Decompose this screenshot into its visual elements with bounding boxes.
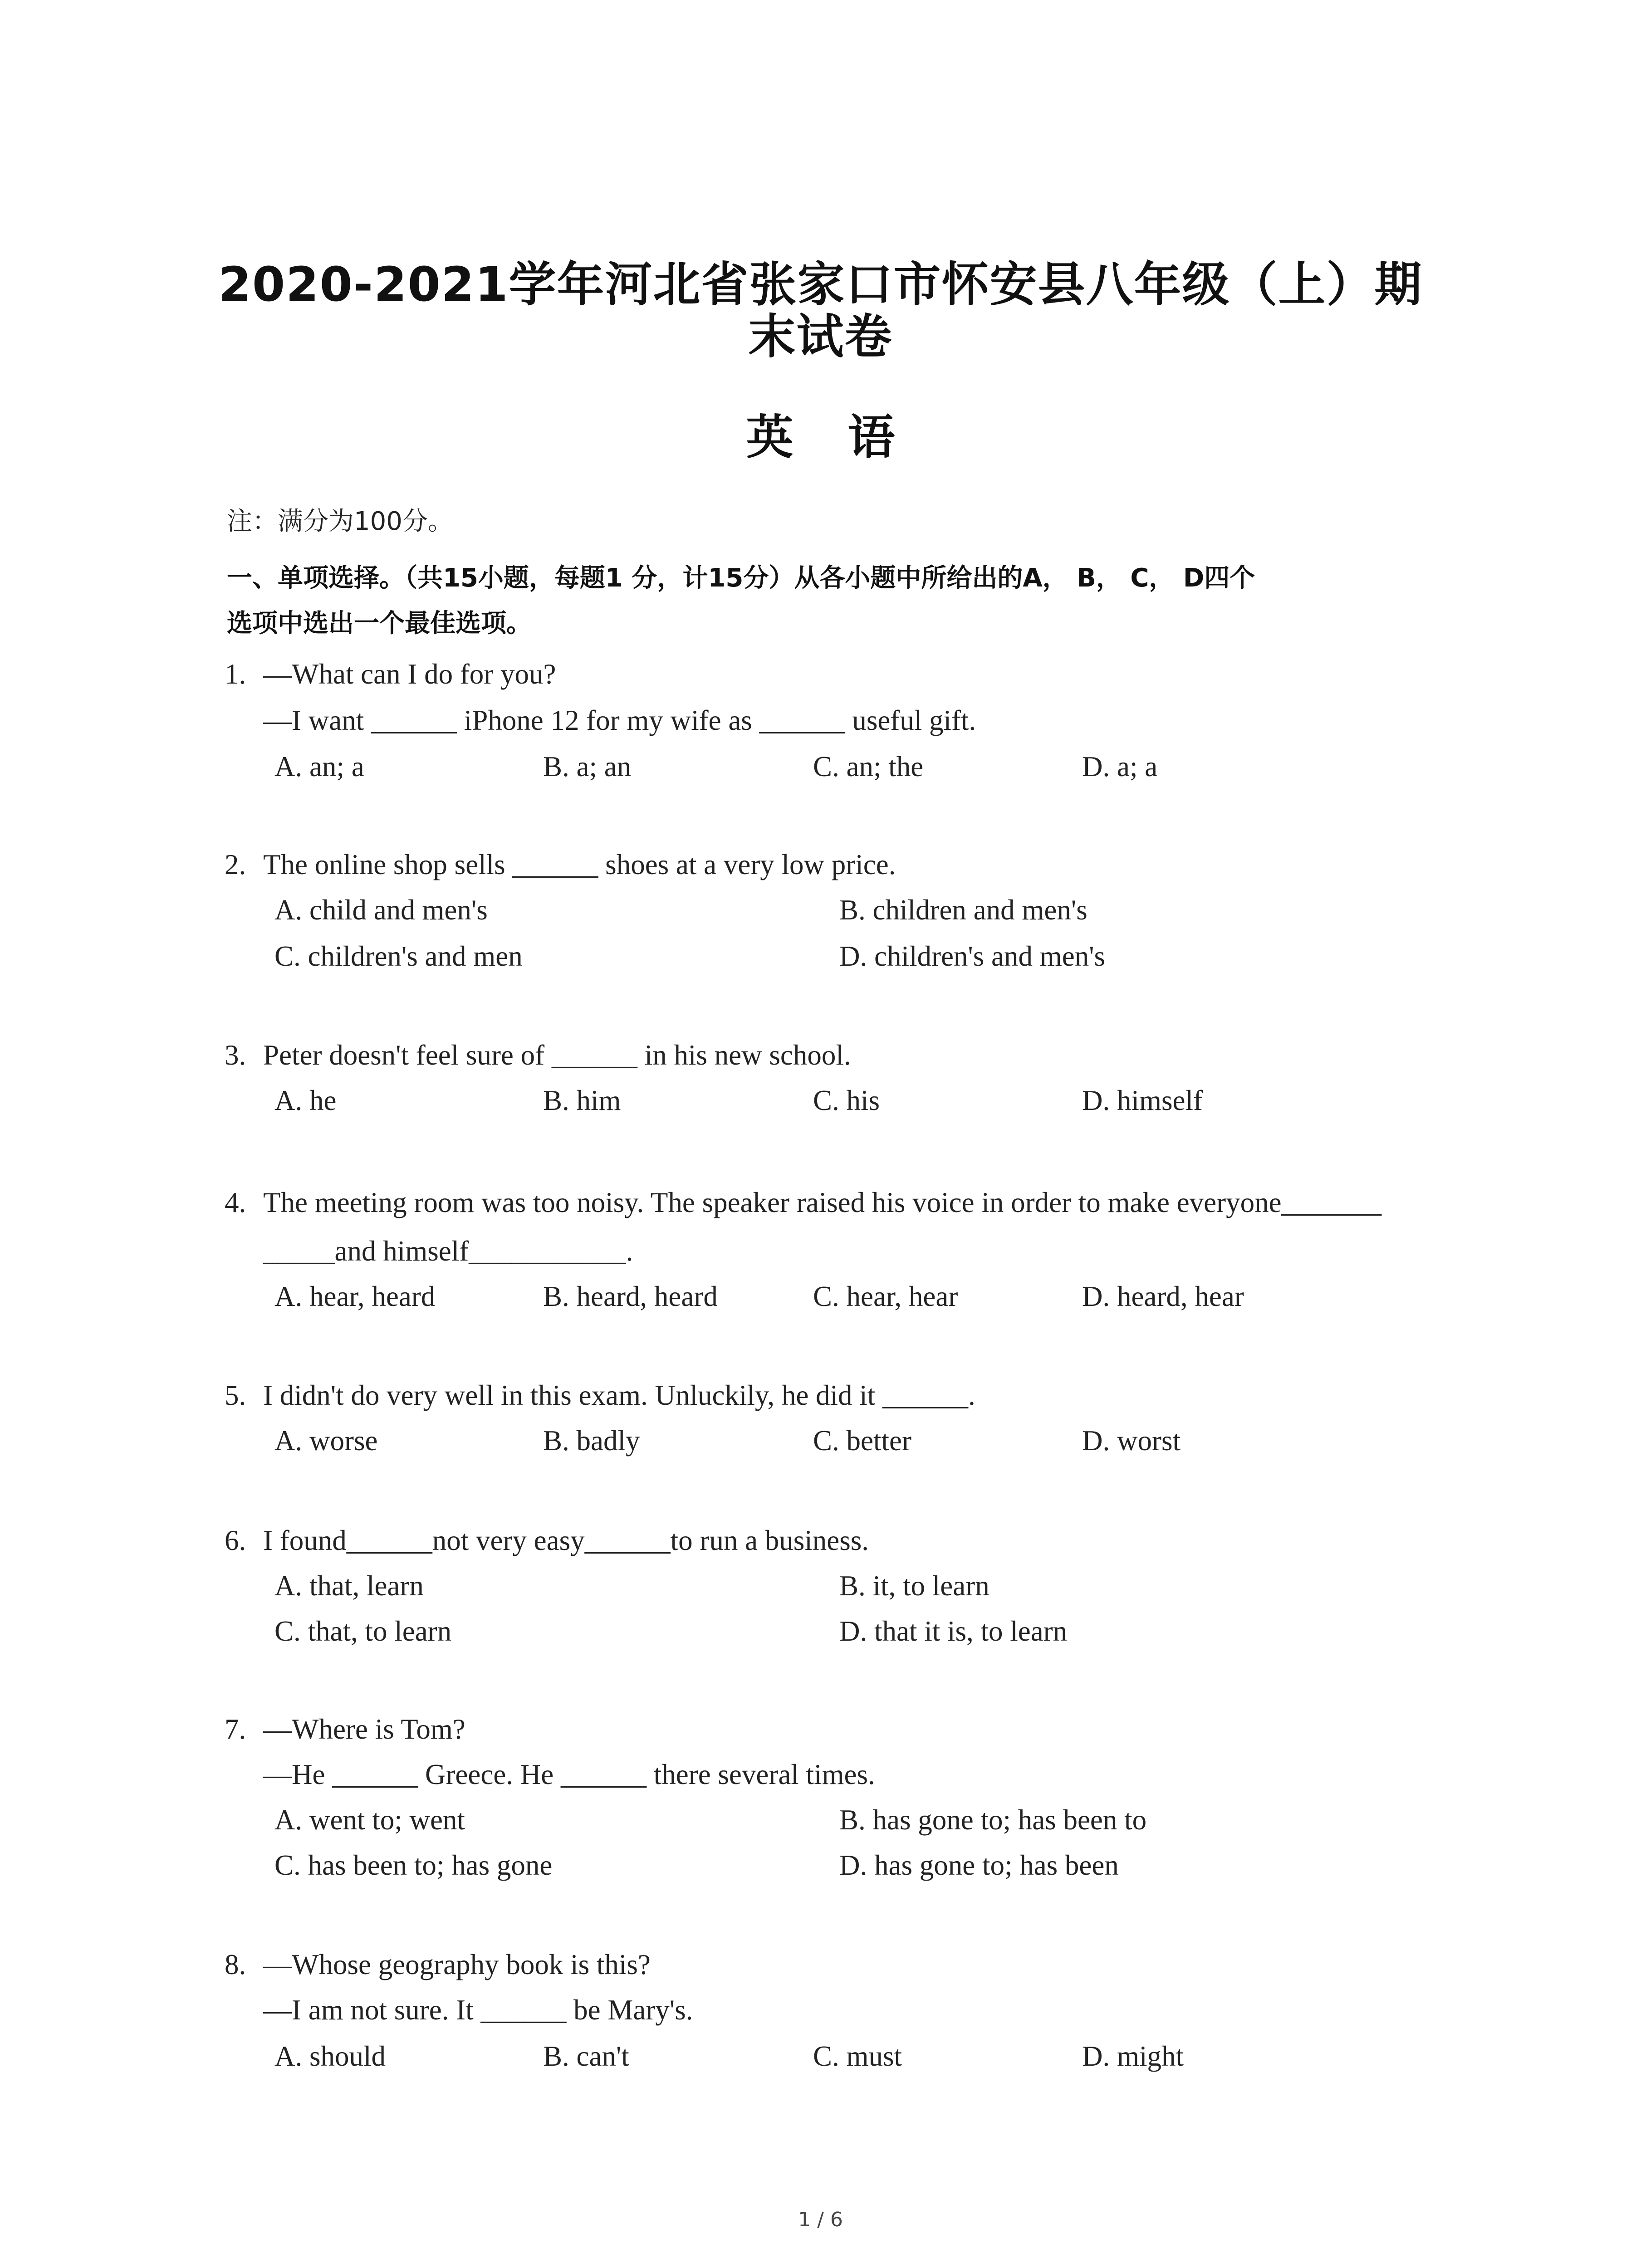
- question-stem-line: The meeting room was too noisy. The speaker raised his voice in order to make everyone_______: [263, 1187, 1382, 1218]
- option-d[interactable]: D. might: [1082, 2040, 1184, 2072]
- question-number: 6.: [225, 1525, 246, 1556]
- question-number: 8.: [225, 1949, 246, 1980]
- question-stem-line: _____and himself___________.: [263, 1235, 633, 1267]
- option-c[interactable]: C. an; the: [813, 751, 924, 782]
- option-d[interactable]: D. himself: [1082, 1085, 1203, 1116]
- option-d[interactable]: D. a; a: [1082, 751, 1158, 782]
- option-d[interactable]: D. worst: [1082, 1425, 1181, 1457]
- subject-heading: 英语: [746, 410, 950, 465]
- question-number: 3.: [225, 1039, 246, 1071]
- question-stem-line: Peter doesn't feel sure of ______ in his new school.: [263, 1039, 851, 1071]
- exam-title-line1: 2020-2021学年河北省张家口市怀安县八年级（上）期: [218, 257, 1423, 312]
- option-c[interactable]: C. his: [813, 1085, 880, 1116]
- section-heading: [227, 556, 1452, 646]
- option-a[interactable]: A. he: [274, 1085, 337, 1116]
- section-heading-line1: 一、单项选择。（共15小题，每题1 分，计15分）从各小题中所给出的A， B， C， D四个: [227, 563, 1255, 593]
- question-stem-line: —I am not sure. It ______ be Mary's.: [263, 1994, 693, 2026]
- option-d[interactable]: D. that it is, to learn: [839, 1615, 1068, 1647]
- page-number: 1 / 6: [798, 2208, 843, 2231]
- option-d[interactable]: D. has gone to; has been: [839, 1849, 1119, 1881]
- option-d[interactable]: D. heard, hear: [1082, 1281, 1244, 1312]
- exam-title-line2: 末试卷: [748, 309, 893, 364]
- question-stem-line: The online shop sells ______ shoes at a very low price.: [263, 849, 896, 880]
- option-a[interactable]: A. hear, heard: [274, 1281, 436, 1312]
- question-stem-line: —What can I do for you?: [263, 658, 556, 690]
- option-c[interactable]: C. that, to learn: [274, 1615, 452, 1647]
- option-c[interactable]: C. children's and men: [274, 940, 523, 972]
- question-stem-line: —Whose geography book is this?: [263, 1949, 651, 1980]
- question-stem-line: —I want ______ iPhone 12 for my wife as ______ useful gift.: [263, 704, 976, 736]
- option-c[interactable]: C. better: [813, 1425, 911, 1457]
- option-c[interactable]: C. has been to; has gone: [274, 1849, 553, 1881]
- option-b[interactable]: B. a; an: [543, 751, 632, 782]
- option-a[interactable]: A. that, learn: [274, 1570, 424, 1602]
- option-a[interactable]: A. child and men's: [274, 894, 488, 926]
- option-b[interactable]: B. it, to learn: [839, 1570, 989, 1602]
- option-a[interactable]: A. an; a: [274, 751, 364, 782]
- option-a[interactable]: A. went to; went: [274, 1804, 465, 1836]
- score-note: 注：满分为100分。: [227, 507, 453, 536]
- section-heading-line2: 选项中选出一个最佳选项。: [227, 609, 532, 638]
- question-number: 4.: [225, 1187, 246, 1218]
- question-number: 5.: [225, 1379, 246, 1411]
- option-b[interactable]: B. children and men's: [839, 894, 1087, 926]
- question-number: 7.: [225, 1713, 246, 1745]
- question-number: 2.: [225, 849, 246, 880]
- option-b[interactable]: B. can't: [543, 2040, 629, 2072]
- question-stem-line: —He ______ Greece. He ______ there several times.: [263, 1759, 875, 1790]
- option-b[interactable]: B. heard, heard: [543, 1281, 718, 1312]
- question-stem-line: I didn't do very well in this exam. Unluckily, he did it ______.: [263, 1379, 975, 1411]
- option-d[interactable]: D. children's and men's: [839, 940, 1106, 972]
- option-c[interactable]: C. must: [813, 2040, 902, 2072]
- question-number: 1.: [225, 658, 246, 690]
- option-a[interactable]: A. worse: [274, 1425, 378, 1457]
- option-b[interactable]: B. badly: [543, 1425, 640, 1457]
- question-stem-line: I found______not very easy______to run a business.: [263, 1525, 869, 1556]
- option-a[interactable]: A. should: [274, 2040, 386, 2072]
- option-b[interactable]: B. him: [543, 1085, 621, 1116]
- option-b[interactable]: B. has gone to; has been to: [839, 1804, 1147, 1836]
- question-stem-line: —Where is Tom?: [263, 1713, 465, 1745]
- option-c[interactable]: C. hear, hear: [813, 1281, 958, 1312]
